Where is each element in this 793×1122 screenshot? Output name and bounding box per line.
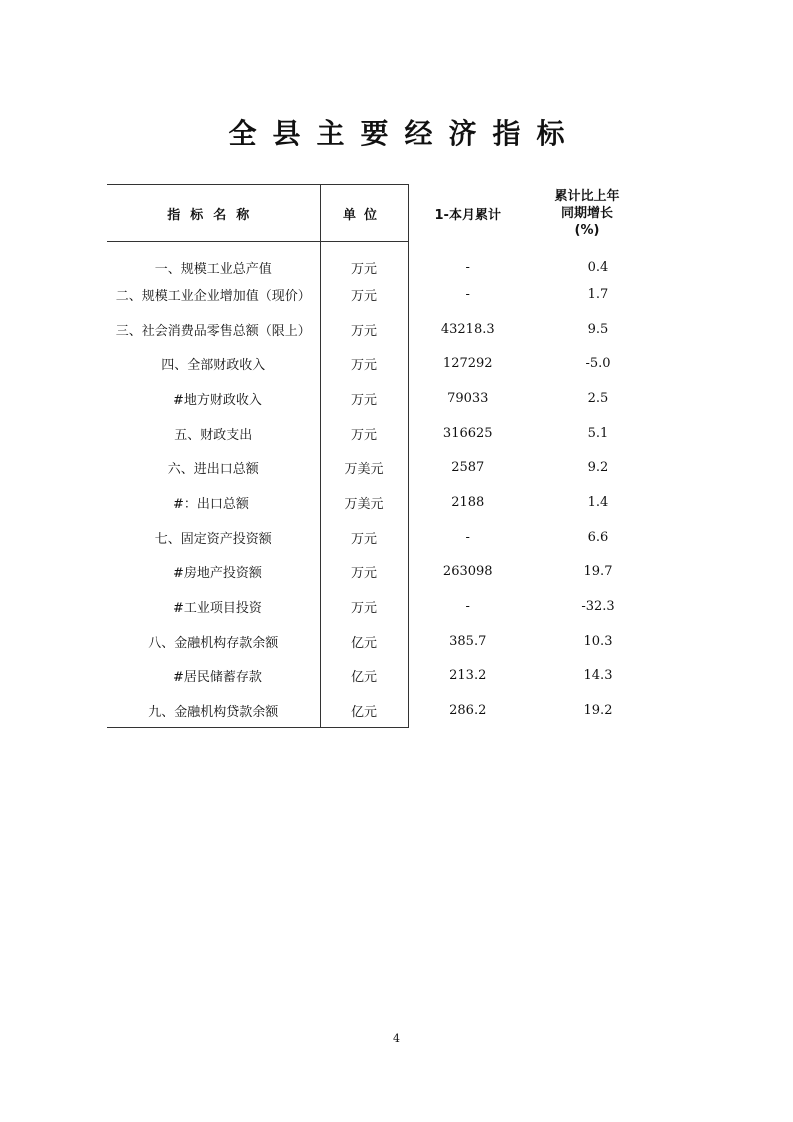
unit-cell: 亿元 (320, 693, 408, 728)
table-row (107, 242, 647, 278)
indicator-name-cell: 四、全部财政收入 (161, 358, 266, 374)
unit-cell: 万元 (320, 242, 408, 278)
growth-cell: -32.3 (581, 599, 615, 615)
unit-cell: 万美元 (320, 450, 408, 485)
table-row (107, 693, 647, 728)
growth-cell: 1.7 (587, 286, 609, 302)
unit-cell: 万元 (320, 416, 408, 451)
growth-cell: 9.5 (587, 321, 609, 337)
cumulative-cell: 43218.3 (440, 321, 495, 337)
cumulative-cell: - (465, 529, 470, 545)
growth-cell: 0.4 (587, 259, 609, 275)
table-row (107, 485, 647, 520)
unit-cell: 万美元 (320, 485, 408, 520)
header-indicator-name: 指标名称 (107, 185, 320, 242)
cumulative-cell: 263098 (442, 564, 493, 580)
cumulative-cell: 286.2 (449, 703, 487, 719)
growth-cell: 19.2 (583, 703, 613, 719)
growth-cell: 5.1 (587, 425, 609, 441)
table-row (107, 312, 647, 347)
unit-cell: 万元 (320, 277, 408, 312)
cumulative-cell: 127292 (442, 356, 493, 372)
table-row (107, 381, 647, 416)
growth-cell: 1.4 (587, 494, 609, 510)
unit-cell: 万元 (320, 381, 408, 416)
page-number: 4 (393, 1032, 400, 1045)
cumulative-cell: 213.2 (449, 668, 487, 684)
table-header-row (107, 185, 647, 242)
growth-cell: 19.7 (583, 564, 613, 580)
indicator-name-cell: #居民储蓄存款 (173, 670, 262, 686)
unit-cell: 亿元 (320, 624, 408, 659)
indicator-name-cell: 六、进出口总额 (167, 462, 259, 478)
indicator-name-cell: #：出口总额 (173, 496, 249, 512)
unit-cell: 万元 (320, 589, 408, 624)
table-body (107, 242, 647, 728)
indicator-name-cell: #工业项目投资 (173, 601, 262, 617)
indicator-name-cell: 五、财政支出 (174, 427, 253, 443)
header-cumulative: 1-本月累计 (434, 207, 501, 223)
table-row (107, 416, 647, 451)
cumulative-cell: 2587 (451, 460, 485, 476)
unit-cell: 亿元 (320, 659, 408, 694)
table-row (107, 520, 647, 555)
indicator-name-cell: 一、规模工业总产值 (154, 262, 272, 277)
unit-cell: 万元 (320, 312, 408, 347)
header-growth-line2: 同期增长 (560, 205, 613, 221)
cumulative-cell: - (465, 259, 470, 275)
table-row (107, 450, 647, 485)
table-row (107, 624, 647, 659)
indicator-name-cell: 八、金融机构存款余额 (148, 635, 279, 651)
indicator-name-cell: 二、规模工业企业增加值（现价） (115, 288, 311, 304)
cumulative-cell: 316625 (442, 425, 493, 441)
growth-cell: 10.3 (583, 633, 613, 649)
cumulative-cell: 79033 (447, 390, 489, 406)
table-row (107, 589, 647, 624)
indicator-name-cell: 九、金融机构贷款余额 (107, 693, 320, 728)
cumulative-cell: 2188 (451, 494, 485, 510)
header-growth (527, 185, 647, 242)
indicator-table-container (107, 184, 647, 728)
indicator-name-cell: 七、固定资产投资额 (154, 531, 272, 547)
unit-cell: 万元 (320, 346, 408, 381)
table-row (107, 659, 647, 694)
cumulative-cell: - (465, 286, 470, 302)
cumulative-cell: 385.7 (449, 633, 487, 649)
table-row (107, 346, 647, 381)
indicator-table (107, 184, 648, 728)
page-title: 全县主要经济指标 (228, 117, 581, 150)
indicator-name-cell: #房地产投资额 (173, 566, 262, 582)
cumulative-cell: - (465, 599, 470, 615)
growth-cell: 2.5 (587, 390, 609, 406)
growth-cell: 6.6 (587, 529, 609, 545)
growth-cell: 14.3 (583, 668, 613, 684)
growth-cell: 9.2 (587, 460, 609, 476)
indicator-name-cell: #地方财政收入 (173, 392, 262, 408)
indicator-name-cell: 三、社会消费品零售总额（限上） (115, 323, 311, 339)
unit-cell: 万元 (320, 555, 408, 590)
header-unit: 单位 (320, 185, 408, 242)
growth-cell: -5.0 (585, 356, 611, 372)
header-growth-line1: 累计比上年 (554, 188, 620, 204)
table-row (107, 277, 647, 312)
header-growth-line3: (%) (574, 222, 600, 238)
unit-cell: 万元 (320, 520, 408, 555)
table-row (107, 555, 647, 590)
